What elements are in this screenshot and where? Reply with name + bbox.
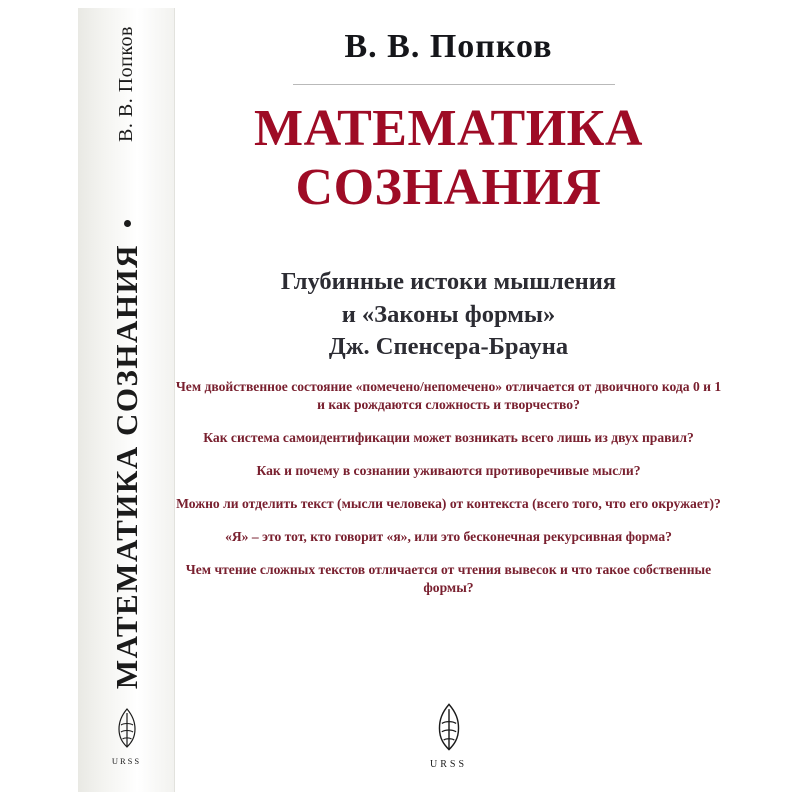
spine-author-text: В. В. Попков [115,26,137,142]
question-item: Чем двойственное состояние «помечено/непомечено» отличается от двоичного кода 0 и 1 и как рождаются сложность и творчество? [175,379,722,412]
front-publisher-logo [419,702,479,770]
front-panel [175,8,722,792]
book-spine [78,8,175,792]
question-item: Как и почему в сознании уживаются противоречивые мысли? [256,462,641,478]
book-subtitle-line-3: Дж. Спенсера-Брауна [328,333,569,361]
question-item: Можно ли отделить текст (мысли человека) от контекста (всего того, что его окружает)? [176,495,721,511]
spine-content [78,8,175,792]
book-subtitle-line-1: Глубинные истоки мышления [280,268,617,295]
book-title [175,100,722,218]
question-item: Как система самоидентификации может возникать всего лишь из двух правил? [203,429,694,445]
spine-author [78,26,175,148]
book-subtitle [175,266,722,364]
book-title-line-2: СОЗНАНИЯ [295,158,602,216]
spine-publisher-logo [101,707,153,766]
question-item: «Я» – это тот, кто говорит «я», или это бесконечная рекурсивная форма? [225,528,672,544]
question-list [175,378,722,597]
header-divider [293,84,615,85]
front-publisher-name: URSS [429,759,467,770]
question-item: Чем чтение сложных текстов отличается от чтения вывесок и что такое собственные формы? [185,561,712,595]
book-subtitle-line-2: и «Законы формы» [341,300,556,328]
urss-logo-icon [431,702,467,752]
front-author: В. В. Попков [344,28,553,65]
book-title-line-1: МАТЕМАТИКА [254,100,643,157]
urss-logo-icon [112,707,142,749]
spine-separator-dot [124,220,131,227]
spine-title [78,244,175,697]
spine-title-text: МАТЕМАТИКА СОЗНАНИЯ [108,244,144,690]
spine-publisher-name: URSS [111,756,142,766]
